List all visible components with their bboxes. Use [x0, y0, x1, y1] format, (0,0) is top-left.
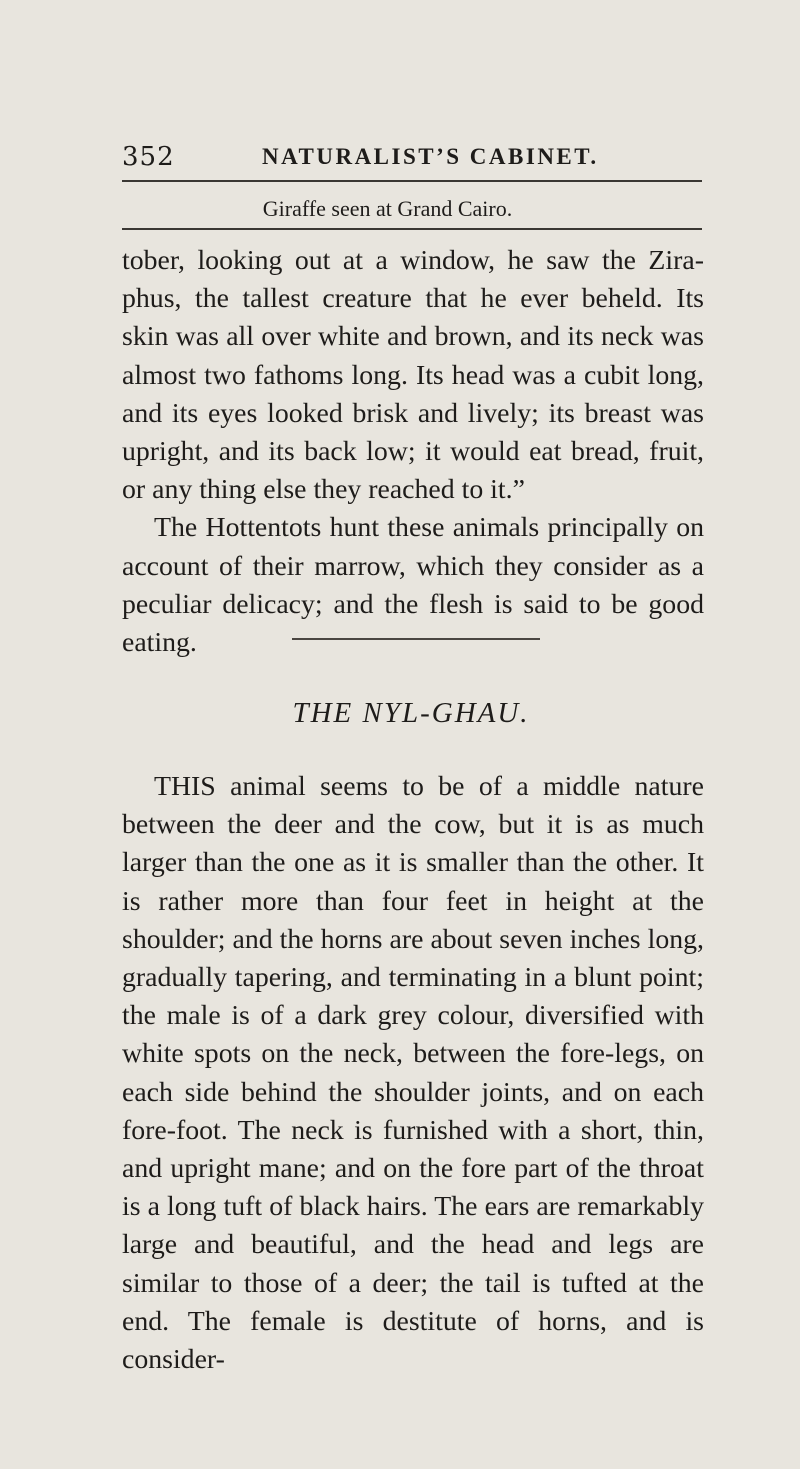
subhead-text: Giraffe seen at Grand Cairo.: [262, 196, 513, 221]
section-divider: [292, 638, 540, 640]
running-title: NATURALIST’S CABINET.: [262, 144, 599, 169]
header-rule: [122, 180, 702, 182]
giraffe-text: [122, 242, 704, 662]
section-title: [0, 697, 800, 730]
paragraph: tober, looking out at a window, he saw the Zira-phus, the tallest creature that he ever beheld. Its skin was all over white and brown, and its neck was almost two fathoms long. Its head was a cubit long, and its eyes looked brisk and lively; its breast was upright, and its back low; it would eat bread, fruit, or any thing else they reached to it.”: [122, 245, 704, 506]
section-title-text: THE NYL-GHAU.: [292, 697, 530, 729]
paragraph: The Hottentots hunt these animals principally on account of their marrow, which they consider as a peculiar delicacy; and the flesh is said to be good eating.: [122, 512, 704, 659]
paragraph: THIS animal seems to be of a middle nature between the deer and the cow, but it is as much larger than the one as it is smaller than the other. It is rather more than four feet in height at the shoulder; and the horns are about seven inches long, gradually tapering, and terminating in a blunt point; the male is of a dark grey colour, diversified with white spots on the neck, between the fore-legs, on each side behind the shoulder joints, and on each fore-foot. The neck is furnished with a short, thin, and upright mane; and on the fore part of the throat is a long tuft of black hairs. The ears are remarkably large and beautiful, and the head and legs are similar to those of a deer; the tail is tufted at the end. The female is destitute of horns, and is consider-: [122, 771, 704, 1376]
page-number: 352: [122, 142, 175, 172]
running-head: [122, 142, 702, 182]
subhead-rule: [122, 228, 702, 230]
section-subhead: [0, 196, 800, 222]
nylghau-text: [122, 768, 704, 1379]
